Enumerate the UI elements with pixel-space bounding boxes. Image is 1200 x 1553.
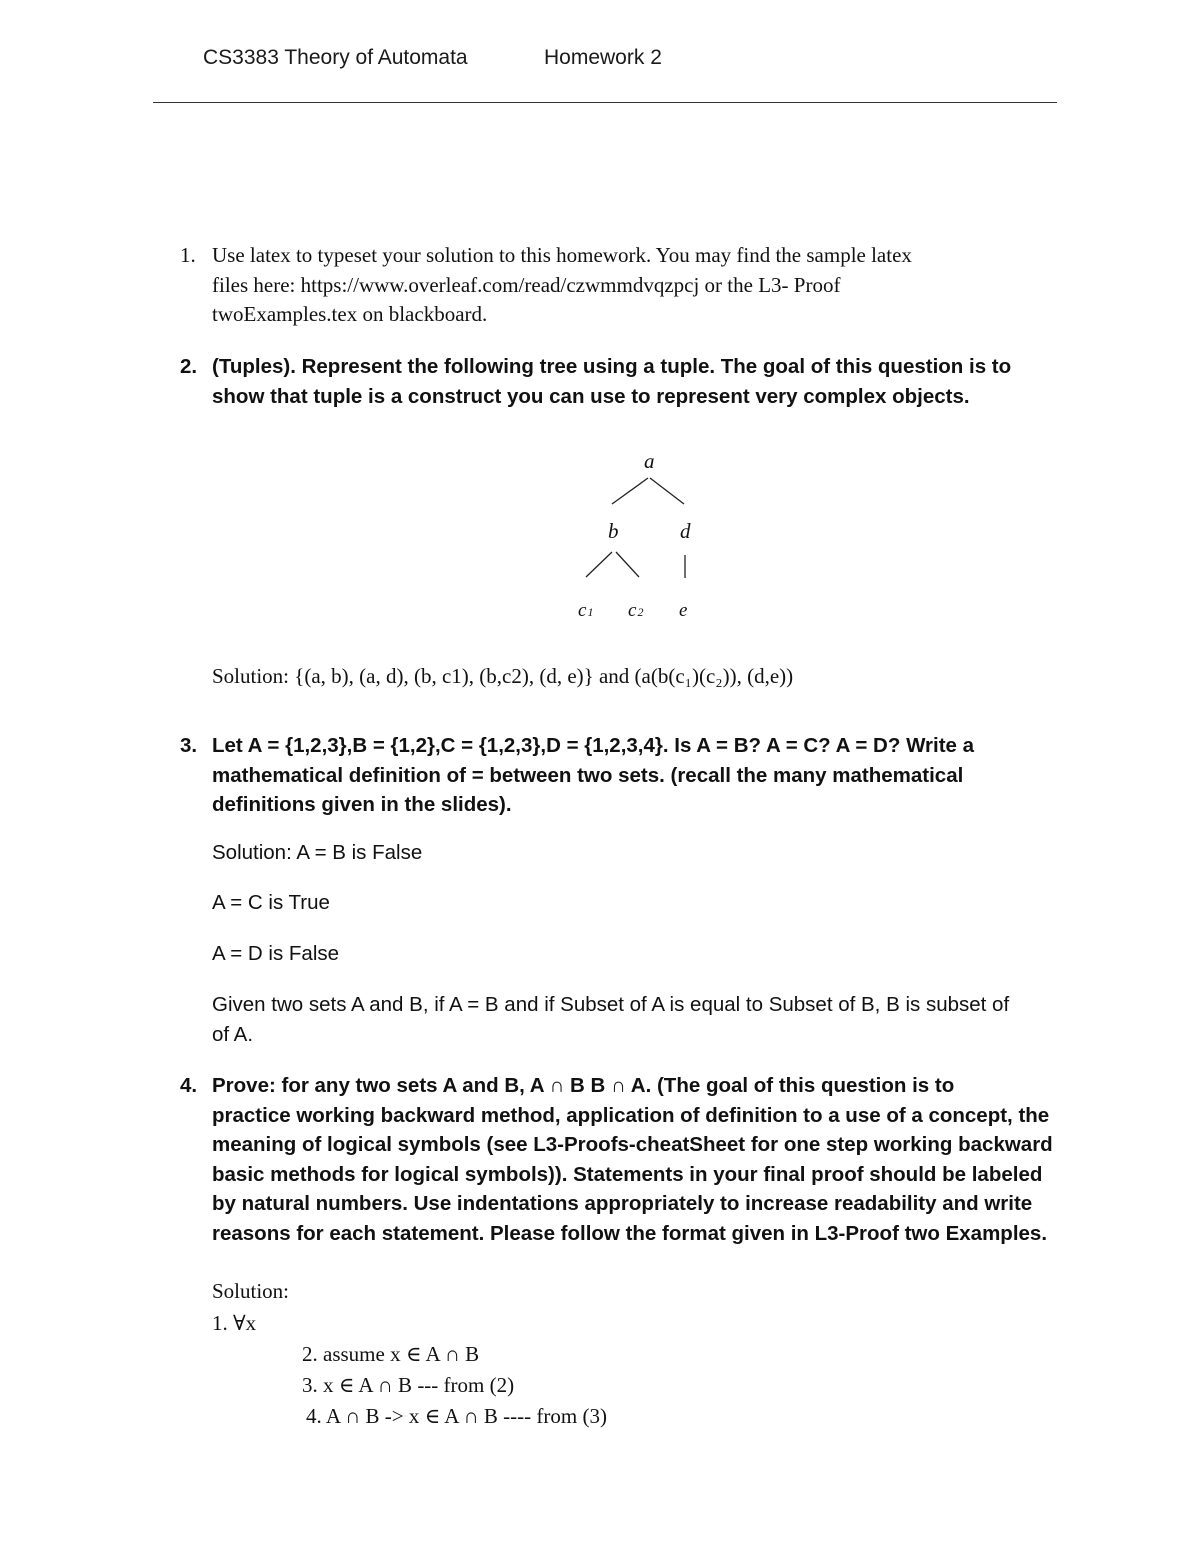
proof-step-4: 4. A ∩ B -> x ∈ A ∩ B ---- from (3) [306, 1404, 607, 1428]
question-line: practice working backward method, application of definition to a use of a concept, the [212, 1103, 1050, 1127]
solution-q3-line2: A = C is True [212, 891, 330, 914]
question-text [212, 352, 1062, 411]
tree-diagram [560, 440, 740, 630]
definition-line: Given two sets A and B, if A = B and if Subset of A is equal to Subset of B, B is subset of [212, 993, 1010, 1016]
question-line: show that tuple is a construct you can use to represent very complex objects. [212, 384, 970, 408]
question-number: 3. [180, 734, 198, 757]
homework-title: Homework 2 [544, 46, 662, 69]
question-number: 4. [180, 1074, 198, 1097]
tree-edge [616, 552, 639, 577]
question-text [212, 731, 1062, 820]
tree-node-c1: c1 [578, 600, 594, 621]
tree-edge [650, 478, 684, 504]
question-line: Let A = {1,2,3},B = {1,2},C = {1,2,3},D = {1,2,3,4}. Is A = B? A = C? A = D? Write a [212, 734, 975, 757]
solution-q4-label: Solution: [212, 1279, 290, 1303]
tree-node-b: b [608, 519, 619, 543]
proof-step-1: 1. ∀x [212, 1311, 257, 1335]
question-line: reasons for each statement. Please follow the format given in L3-Proof two Examples. [212, 1221, 1048, 1245]
solution-q3-line3: A = D is False [212, 942, 340, 965]
question-line: Use latex to typeset your solution to this homework. You may find the sample latex [212, 243, 912, 267]
tree-node-a: a [644, 449, 655, 473]
proof-step-3: 3. x ∈ A ∩ B --- from (2) [302, 1373, 515, 1397]
question-line: by natural numbers. Use indentations appropriately to increase readability and write [212, 1192, 1033, 1215]
definition-line: of A. [212, 1022, 254, 1046]
question-text [212, 241, 1062, 330]
question-line: files here: https://www.overleaf.com/read/czwmmdvqzpcj or the L3- Proof [212, 272, 841, 297]
question-line: meaning of logical symbols (see L3-Proofs-cheatSheet for one step working backward [212, 1133, 1053, 1156]
tree-edge [612, 478, 648, 504]
question-text [212, 1071, 1062, 1248]
solution-q2: Solution: {(a, b), (a, d), (b, c1), (b,c2), (d, e)} and (a(b(c₁)(c₂)), (d,e)) [212, 664, 794, 688]
question-line: definitions given in the slides). [212, 793, 512, 816]
question-line: basic methods for logical symbols)). Statements in your final proof should be labeled [212, 1162, 1043, 1186]
header-rule [153, 102, 1057, 103]
proof-step-2: 2. assume x ∈ A ∩ B [302, 1342, 480, 1366]
definition-text [212, 990, 1062, 1049]
question-line: (Tuples). Represent the following tree using a tuple. The goal of this question is to [212, 355, 1012, 378]
tree-node-e: e [679, 600, 688, 621]
tree-svg [560, 440, 740, 630]
question-line: mathematical definition of = between two sets. (recall the many mathematical [212, 763, 964, 787]
question-number: 2. [180, 355, 198, 378]
question-number: 1. [180, 243, 196, 267]
solution-q3-line1: Solution: A = B is False [212, 841, 423, 864]
tree-node-d: d [680, 519, 691, 543]
tree-node-c2: c2 [628, 600, 644, 621]
question-line: twoExamples.tex on blackboard. [212, 302, 488, 326]
question-line: Prove: for any two sets A and B, A ∩ B B ∩ A. (The goal of this question is to [212, 1074, 955, 1097]
tree-edge [586, 552, 612, 577]
course-title: CS3383 Theory of Automata [203, 46, 468, 69]
